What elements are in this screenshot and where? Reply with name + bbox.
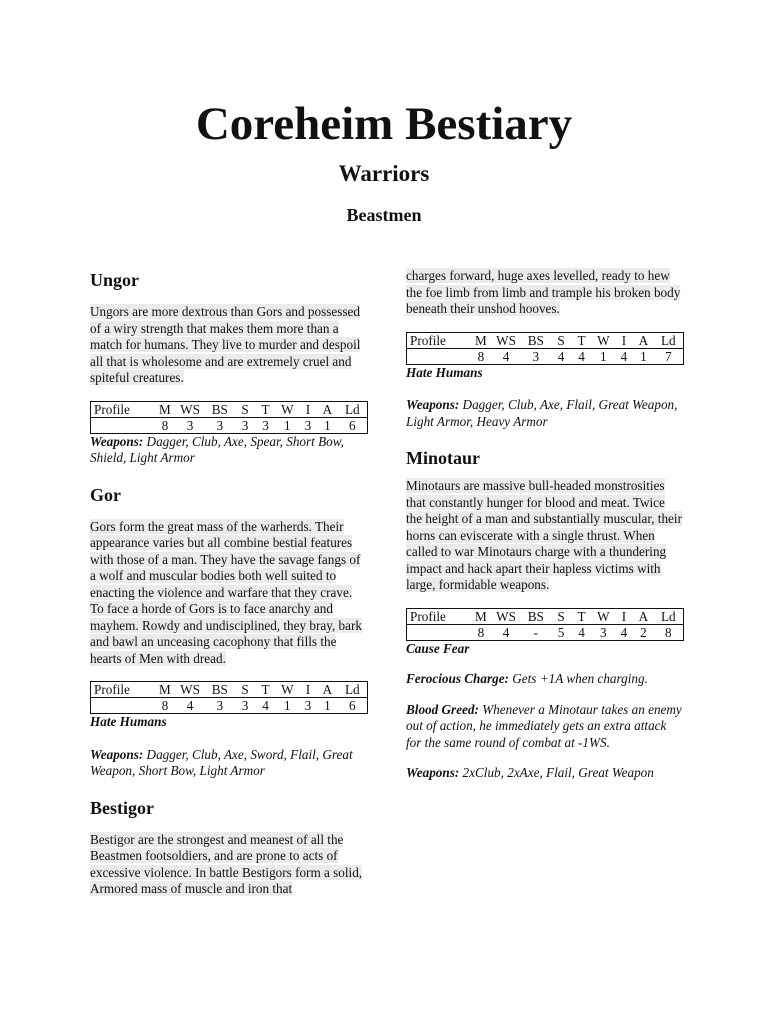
stat-header: A	[633, 332, 654, 348]
minotaur-special-rule: Cause Fear	[406, 640, 470, 656]
stat-header: Ld	[654, 332, 684, 348]
stat-value	[407, 624, 471, 640]
gor-description: Gors form the great mass of the warherds. Their appearance varies but all combine bestial features with those of a man. They have the savage fangs of a wolf and muscular bodies both well suited to enacting the violence and warfare that they crave. To face a horde of Gors is to face anarchy and mayhem. Rowdy and undisciplined, they bray, bark and bawl an unceasing cacophony that fills the hearts of Men with dread.	[90, 518, 362, 666]
right-column	[406, 268, 682, 782]
stat-header: BS	[205, 682, 235, 698]
stat-value: 3	[216, 417, 224, 433]
stat-header: T	[571, 332, 592, 348]
stat-header: BS	[521, 332, 551, 348]
minotaur-heading: Minotaur	[406, 448, 480, 468]
stat-value: 1	[324, 417, 331, 433]
stat-value: 8	[477, 348, 485, 364]
stat-value: 3	[304, 698, 312, 713]
bestigor-special-rule: Hate Humans	[406, 364, 483, 380]
stat-header: WS	[491, 608, 521, 624]
stat-header: M	[471, 608, 492, 624]
stat-value: 2	[640, 624, 647, 640]
stat-header: Ld	[654, 608, 684, 624]
bestigor-description-continued: charges forward, huge axes levelled, ready to hew the foe limb from limb and trample his broken body beneath their unshod hooves.	[406, 268, 681, 316]
stat-header: W	[592, 608, 615, 624]
stat-value: 3	[600, 624, 607, 640]
gor-weapons: Weapons: Dagger, Club, Axe, Sword, Flail, Great Weapon, Short Bow, Light Armor	[90, 746, 353, 778]
minotaur-weapons: Weapons: 2xClub, 2xAxe, Flail, Great Weapon	[406, 765, 654, 780]
stat-value: 8	[161, 698, 169, 713]
minotaur-ferocious-charge: Ferocious Charge: Gets +1A when charging.	[406, 671, 648, 686]
stat-header: WS	[175, 682, 205, 698]
stat-header: Profile	[91, 682, 155, 698]
stat-value	[91, 417, 155, 433]
stat-value: 4	[620, 348, 628, 364]
stat-header: I	[615, 608, 633, 624]
stat-header: W	[276, 682, 299, 698]
stat-value: 1	[640, 348, 647, 364]
stat-value: 8	[665, 624, 672, 640]
stat-value: 3	[304, 417, 312, 433]
stat-header: I	[299, 401, 317, 417]
stat-header: Ld	[338, 682, 368, 698]
stat-header-row	[91, 401, 368, 417]
stat-value: 6	[349, 417, 356, 433]
stat-header: M	[155, 401, 176, 417]
stat-value: 3	[186, 417, 194, 433]
minotaur-stat-table	[406, 608, 684, 641]
stat-value: 4	[578, 348, 585, 364]
stat-header: Profile	[91, 401, 155, 417]
stat-header: A	[317, 401, 338, 417]
stat-value: 3	[262, 417, 269, 433]
bestigor-heading: Bestigor	[90, 797, 154, 818]
stat-value: 1	[324, 698, 331, 713]
stat-value: 3	[216, 698, 224, 713]
stat-header: T	[255, 682, 276, 698]
bestigor-weapons: Weapons: Dagger, Club, Axe, Flail, Great Weapon, Light Armor, Heavy Armor	[406, 397, 678, 429]
stat-value: 8	[161, 417, 169, 433]
stat-header: T	[255, 401, 276, 417]
ungor-stat-table	[90, 401, 368, 434]
stat-header-row	[407, 332, 684, 348]
ungor-description: Ungors are more dextrous than Gors and possessed of a wiry strength that makes them more than a match for humans. They live to murder and despoil all that is wholesome and are extremely cruel and spiteful creatures.	[90, 304, 361, 385]
bestigor-description: Bestigor are the strongest and meanest of all the Beastmen footsoldiers, and are prone to acts of excessive violence. In battle Bestigors form a solid, Armored mass of muscle and iron that	[90, 831, 363, 896]
stat-value: 3	[241, 698, 249, 713]
stat-header: BS	[205, 401, 235, 417]
gor-heading: Gor	[90, 484, 121, 505]
stat-value: 3	[241, 417, 249, 433]
stat-value: 4	[262, 698, 269, 713]
stat-value: 1	[600, 348, 607, 364]
stat-header: S	[235, 682, 256, 698]
stat-value: 1	[284, 417, 291, 433]
stat-header: WS	[175, 401, 205, 417]
stat-value-row	[407, 348, 684, 364]
stat-value: 4	[620, 624, 628, 640]
stat-value: 4	[578, 624, 585, 640]
ungor-heading: Ungor	[90, 270, 139, 290]
stat-value-row	[407, 624, 684, 640]
stat-value: 4	[186, 698, 194, 713]
stat-header: S	[551, 332, 572, 348]
stat-value: 4	[502, 624, 510, 640]
ungor-weapons: Weapons: Dagger, Club, Axe, Spear, Short Bow, Shield, Light Armor	[90, 433, 344, 465]
stat-value: -	[533, 624, 539, 640]
stat-header: Ld	[338, 401, 368, 417]
stat-header: S	[235, 401, 256, 417]
stat-header: I	[615, 332, 633, 348]
stat-value: 8	[477, 624, 485, 640]
stat-header: M	[155, 682, 176, 698]
gor-special-rule: Hate Humans	[90, 714, 167, 729]
stat-header-row	[407, 608, 684, 624]
stat-header: S	[551, 608, 572, 624]
stat-header: A	[633, 608, 654, 624]
stat-value: 6	[349, 698, 356, 713]
stat-value	[91, 698, 155, 714]
stat-value: 7	[665, 348, 672, 364]
stat-header: T	[571, 608, 592, 624]
stat-value-row	[91, 417, 368, 433]
stat-value: 5	[557, 624, 565, 640]
stat-value-row	[91, 698, 368, 714]
bestigor-stat-table	[406, 332, 684, 365]
gor-stat-table	[90, 681, 368, 714]
stat-value	[407, 348, 471, 364]
left-column	[90, 268, 366, 898]
stat-header: BS	[521, 608, 551, 624]
stat-header: W	[592, 332, 615, 348]
section-heading: Beastmen	[346, 205, 422, 225]
stat-header: A	[317, 682, 338, 698]
stat-header: W	[276, 401, 299, 417]
stat-value: 3	[532, 348, 540, 364]
stat-value: 4	[557, 348, 565, 364]
stat-value: 4	[502, 348, 510, 364]
stat-header: M	[471, 332, 492, 348]
chapter-heading: Warriors	[338, 161, 430, 186]
stat-header: WS	[491, 332, 521, 348]
stat-value: 1	[284, 698, 291, 713]
minotaur-blood-greed: Blood Greed: Whenever a Minotaur takes an enemy out of action, he immediately gets an extra attack for the same round of combat at -1WS.	[406, 701, 682, 750]
stat-header-row	[91, 682, 368, 698]
document-title: Coreheim Bestiary	[195, 98, 573, 150]
stat-header: Profile	[407, 332, 471, 348]
stat-header: I	[299, 682, 317, 698]
minotaur-description: Minotaurs are massive bull-headed monstrosities that constantly hunger for blood and meat. Twice the height of a man and substantially muscular, their horns can eviscerate with a single thrust. When called to war Minotaurs charge with a thundering impact and hack apart their hapless victims with large, formidable weapons.	[406, 478, 682, 592]
stat-header: Profile	[407, 608, 471, 624]
